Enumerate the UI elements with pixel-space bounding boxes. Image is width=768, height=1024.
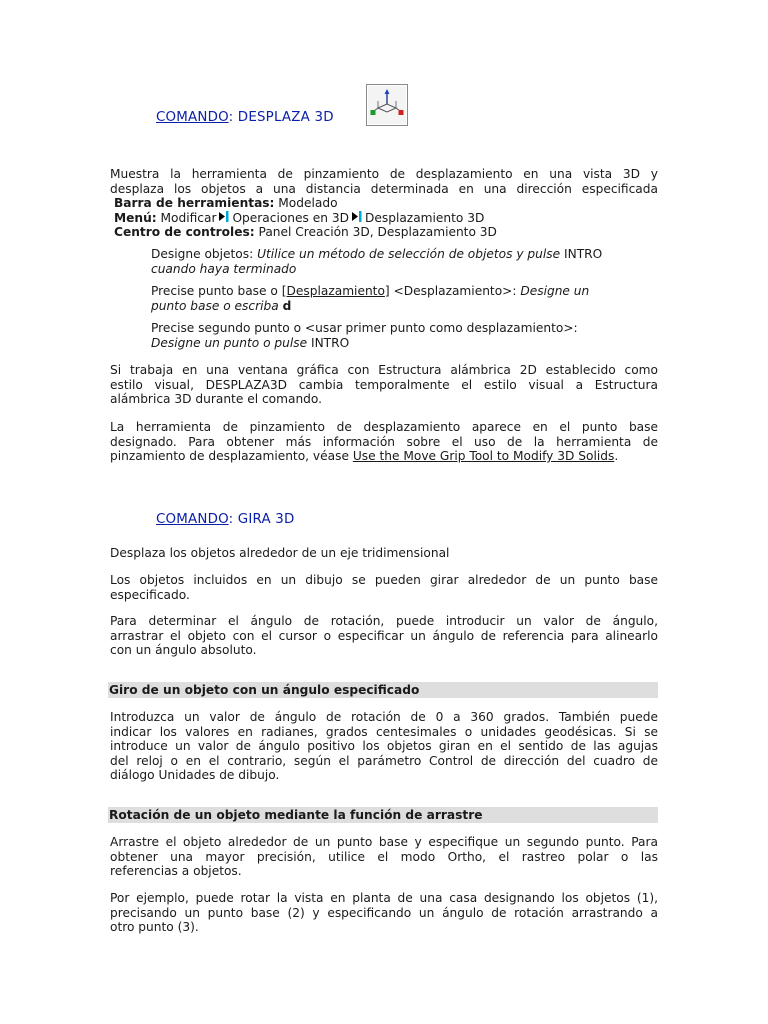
paragraph-line: Desplaza los objetos alrededor de un eje tridimensional (110, 546, 450, 560)
prompt-key: INTRO (564, 247, 603, 261)
section-heading-drag-rotation: Rotación de un objeto mediante la función de arrastre (108, 807, 658, 823)
paragraph-line: estilo visual, DESPLAZA3D cambia temporalmente el estilo visual a Estructura (110, 377, 658, 392)
paragraph-line: Por ejemplo, puede rotar la vista en planta de una casa designando los objetos (1), (110, 891, 658, 905)
paragraph-line: del reloj o en el contrario, según el parámetro Control de dirección del cuadro de (110, 753, 658, 768)
paragraph-line: indicar los valores en radianes, grados centesimales o unidades geodésicas. Si se (110, 724, 658, 739)
prompt-key: INTRO (310, 335, 350, 350)
paragraph-line: Los objetos incluidos en un dibujo se pueden girar alrededor de un punto base (110, 573, 658, 587)
paragraph-text: . (614, 449, 619, 463)
command-heading-desplaza (156, 110, 334, 125)
menu-arrow-icon (218, 211, 230, 222)
toolbar-value: Modelado (278, 196, 338, 210)
prompt-instruction: Designe un punto o pulse (151, 335, 311, 350)
displacement-option-link[interactable]: Desplazamiento (286, 284, 385, 298)
paragraph-line: otro punto (3). (110, 920, 199, 934)
paragraph-line: Introduzca un valor de ángulo de rotación de 0 a 360 grados. También puede (110, 710, 658, 724)
paragraph-text: pinzamiento de desplazamiento, véase (110, 449, 353, 463)
paragraph-line: diálogo Unidades de dibujo. (110, 768, 280, 782)
prompt-text: Precise segundo punto o <usar primer punto como desplazamiento>: (151, 321, 578, 335)
prompt-instruction: punto base o escriba (151, 298, 283, 313)
section1-body (110, 710, 658, 783)
paragraph-line: obtener una mayor precisión, utilice el modo Ortho, el rastreo polar o las (110, 849, 658, 864)
paragraph-line: Si trabaja en una ventana gráfica con Estructura alámbrica 2D establecido como (110, 363, 658, 377)
paragraph-line: arrastrar el objeto con el cursor o especificar un ángulo de referencia para alinearlo (110, 628, 658, 643)
command-link[interactable]: COMANDO (156, 512, 229, 527)
intro-line: Muestra la herramienta de pinzamiento de desplazamiento en una vista 3D y (110, 167, 658, 181)
paragraph-line (110, 449, 658, 464)
grip-tool-paragraph (110, 420, 658, 464)
toolbar-label: Barra de herramientas: (114, 196, 275, 210)
section-heading-specified-angle: Giro de un objeto con un ángulo especificado (108, 682, 658, 698)
menu-arrow-icon (351, 211, 363, 222)
move-3d-gizmo-icon (366, 84, 408, 126)
desplaza-description (110, 167, 658, 240)
prompt-text: ] <Desplazamiento>: (384, 284, 521, 298)
menu-path-item: Desplazamiento 3D (364, 210, 485, 225)
prompt-key: d (282, 298, 292, 313)
prompt-text: Precise punto base o [ (151, 284, 287, 298)
paragraph-line: con un ángulo absoluto. (110, 643, 257, 657)
gira-para-2 (110, 614, 658, 658)
menu-label: Menú: (114, 210, 157, 225)
section2-body (110, 835, 658, 879)
intro-line: desplaza los objetos a una distancia determinada en una dirección especificada (110, 181, 658, 196)
menu-path-item: Modificar (160, 210, 217, 225)
example-paragraph (110, 891, 658, 935)
wireframe-paragraph (110, 363, 658, 407)
menu-path-item: Operaciones en 3D (232, 210, 349, 225)
paragraph-line: Arrastre el objeto alrededor de un punto base y especifique un segundo punto. Para (110, 835, 658, 849)
dashboard-value: Panel Creación 3D, Desplazamiento 3D (258, 225, 497, 239)
paragraph-line: Para determinar el ángulo de rotación, puede introducir un valor de ángulo, (110, 614, 658, 628)
paragraph-line: especificado. (110, 587, 190, 602)
command-heading-gira (156, 512, 295, 527)
prompt-instruction: cuando haya terminado (151, 261, 297, 276)
command-name: : DESPLAZA 3D (228, 110, 334, 125)
paragraph-line: referencias a objetos. (110, 864, 242, 878)
move-grip-tool-link[interactable]: Use the Move Grip Tool to Modify 3D Solids (352, 449, 615, 463)
paragraph-line: La herramienta de pinzamiento de desplazamiento aparece en el punto base (110, 420, 658, 434)
prompt-instruction: Designe un (520, 284, 590, 298)
dashboard-label: Centro de controles: (114, 225, 255, 239)
command-name: : GIRA 3D (228, 512, 295, 527)
prompt-instruction: Utilice un método de selección de objetos y pulse (257, 247, 561, 261)
menu-row (110, 211, 658, 226)
toolbar-row (110, 196, 658, 211)
paragraph-line: precisando un punto base (2) y especificando un ángulo de rotación arrastrando a (110, 905, 658, 920)
prompt-second-point (151, 321, 658, 350)
paragraph-line: designado. Para obtener más información sobre el uso de la herramienta de (110, 434, 658, 449)
gira-para-1 (110, 573, 658, 602)
gira-intro (110, 546, 658, 561)
prompt-text: Designe objetos: (151, 247, 258, 261)
command-link[interactable]: COMANDO (156, 110, 229, 125)
dashboard-row (110, 225, 658, 240)
paragraph-line: introduce un valor de ángulo positivo los objetos giran en el sentido de las agujas (110, 739, 658, 753)
prompt-base-point (151, 284, 658, 313)
prompt-select-objects (151, 247, 658, 276)
paragraph-line: alámbrica 3D durante el comando. (110, 392, 323, 406)
